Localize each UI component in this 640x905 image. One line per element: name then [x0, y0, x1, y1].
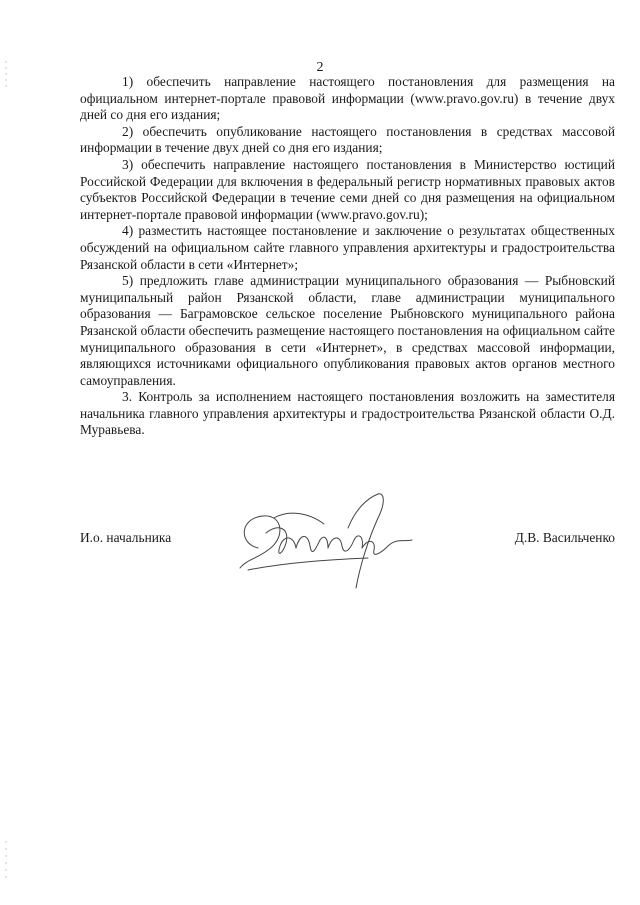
handwritten-signature-icon: [228, 488, 418, 593]
page-number: 2: [316, 60, 324, 75]
paragraph-item-2: 2) обеспечить опубликование настоящего постановления в средствах массовой информации в течение двух дней со дня его издания;: [80, 123, 615, 156]
paragraph-item-5: 5) предложить главе администрации муниципального образования — Рыбновский муниципальный район Рязанской области, главе администрации муниципального образования — Баграмовское сельское поселение Рыбновского муниципального района Рязанской области обеспечить размещение настоящего постановления на официальном сайте муниципального образования в сети «Интернет», в средствах массовой информации, являющихся источниками официального опубликования правовых актов органов местного самоуправления.: [80, 273, 615, 388]
paragraph-control-clause: 3. Контроль за исполнением настоящего постановления возложить на заместителя начальника главного управления архитектуры и градостроительства Рязанской области О.Д. Муравьева.: [80, 389, 615, 438]
paragraph-item-3: 3) обеспечить направление настоящего постановления в Министерство юстиций Российской Федерации для включения в федеральный регистр нормативных правовых актов субъектов Российской Федерации в течение семи дней со дня размещения на официальном интернет-портале правовой информации (www.pravo.gov.ru);: [80, 156, 615, 222]
scan-margin-dots-icon: [4, 60, 8, 90]
scan-margin-dots-bottom-icon: [4, 840, 8, 880]
paragraph-item-1: 1) обеспечить направление настоящего постановления для размещения на официальном интернет-портале правовой информации (www.pravo.gov.ru) в течение двух дней со дня его издания;: [80, 74, 615, 123]
signatory-name: Д.В. Васильченко: [514, 530, 615, 545]
paragraph-item-4: 4) разместить настоящее постановление и заключение о результатах общественных обсуждений на официальном сайте главного управления архитектуры и градостроительства Рязанской области в сети «Интернет»;: [80, 223, 615, 272]
signatory-title: И.о. начальника: [80, 530, 172, 545]
document-body: [80, 74, 615, 439]
